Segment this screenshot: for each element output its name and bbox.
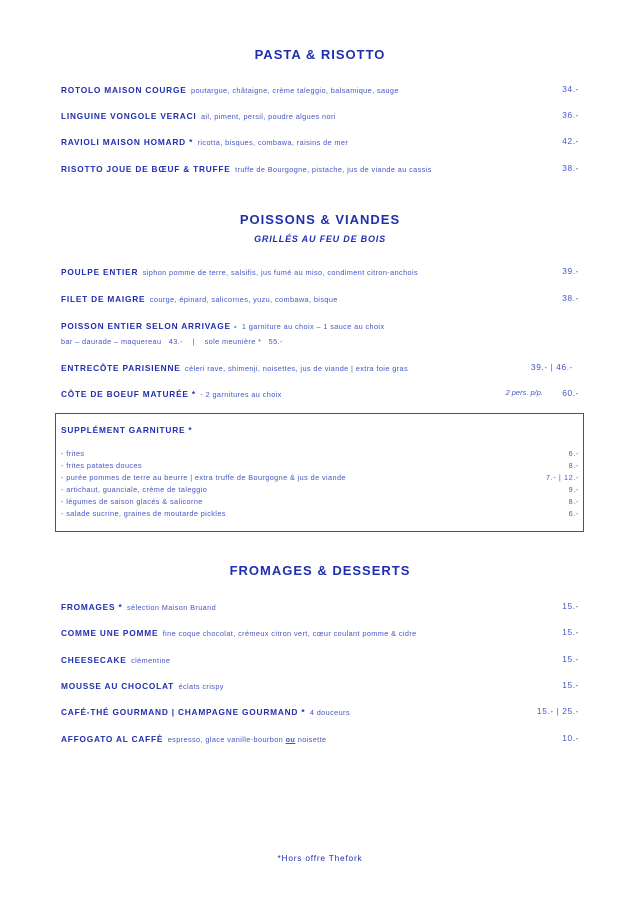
garniture-label: - purée pommes de terre au beurre | extra truffe de Bourgogne & jus de viande (61, 473, 346, 482)
item-price: 34.- (562, 84, 579, 94)
item-name: LINGUINE VONGOLE VERACI (61, 111, 197, 121)
item-desc: 4 douceurs (309, 708, 350, 717)
item-name: CHEESECAKE (61, 655, 127, 665)
menu-item (61, 625, 579, 639)
item-price: 38.- (562, 293, 579, 303)
item-price: 60.- (562, 388, 579, 398)
item-name: CÔTE DE BOEUF MATURÉE * (61, 389, 196, 399)
menu-item (61, 82, 579, 96)
item-desc: ail, piment, persil, poudre algues nori (200, 112, 336, 121)
item-desc-or: ou (285, 735, 296, 744)
item-name: AFFOGATO AL CAFFÈ (61, 734, 164, 744)
item-name: RAVIOLI MAISON HOMARD * (61, 137, 194, 147)
garniture-label: - frites patates douces (61, 461, 142, 470)
item-name: FROMAGES * (61, 602, 123, 612)
item-price: 15.- (562, 680, 579, 690)
item-desc: céleri rave, shimenji, noisettes, jus de viande | extra foie gras (185, 364, 409, 373)
item-price: 42.- (562, 136, 579, 146)
item-name: RISOTTO JOUE DE BŒUF & TRUFFE (61, 164, 231, 174)
garniture-label: - salade sucrine, graines de moutarde pickles (61, 509, 226, 518)
item-name: ENTRECÔTE PARISIENNE (61, 363, 181, 373)
item-desc: éclats crispy (178, 682, 224, 691)
garniture-item (61, 508, 579, 520)
item-name: FILET DE MAIGRE (61, 294, 146, 304)
menu-item (61, 264, 579, 278)
item-price: 15.- (562, 654, 579, 664)
garniture-title: SUPPLÉMENT GARNITURE * (61, 425, 193, 435)
garniture-label: - frites (61, 449, 85, 458)
menu-item (61, 704, 579, 718)
menu-item (61, 318, 579, 332)
item-desc: poutargue, châtaigne, crème taleggio, balsamique, sauge (191, 86, 399, 95)
item-name: COMME UNE POMME (61, 628, 159, 638)
menu-item (61, 731, 579, 745)
item-desc: siphon pomme de terre, salsifis, jus fumé au miso, condiment citron-anchois (142, 268, 419, 277)
garniture-item (61, 472, 579, 484)
item-name: POULPE ENTIER (61, 267, 139, 277)
item-desc: courge, épinard, salicornes, yuzu, combawa, bisque (149, 295, 338, 304)
menu-item (61, 678, 579, 692)
item-price: 15.- (562, 627, 579, 637)
garniture-price: 6.- (568, 449, 579, 458)
section-title-pasta: PASTA & RISOTTO (254, 47, 386, 62)
item-desc: truffe de Bourgogne, pistache, jus de viande au cassis (235, 165, 432, 174)
item-price: 38.- (562, 163, 579, 173)
menu-item (61, 291, 579, 305)
garniture-label: - artichaut, guanciale, crème de taleggio (61, 485, 208, 494)
item-name: CAFÉ-THÉ GOURMAND | CHAMPAGNE GOURMAND * (61, 707, 306, 717)
garniture-price: 7.- | 12.- (545, 473, 579, 482)
item-desc: ricotta, bisques, combawa, raisins de mer (197, 138, 349, 147)
item-name: POISSON ENTIER SELON ARRIVAGE - (61, 321, 238, 331)
garniture-label: - légumes de saison glacés & salicorne (61, 497, 203, 506)
garniture-item (61, 448, 579, 460)
item-price: 15.- | 25.- (537, 706, 579, 716)
garniture-price: 8.- (568, 461, 579, 470)
garniture-item (61, 484, 579, 496)
item-price: 36.- (562, 110, 579, 120)
item-desc: fine coque chocolat, crémeux citron vert, cœur coulant pomme & cidre (162, 629, 417, 638)
menu-item (61, 360, 579, 374)
footer-note: *Hors offre Thefork (277, 853, 363, 863)
item-name: ROTOLO MAISON COURGE (61, 85, 187, 95)
menu-item (61, 599, 579, 613)
item-desc: - 2 garnitures au choix (200, 390, 282, 399)
item-desc: clémentine (131, 656, 171, 665)
section-subtitle: GRILLÉS AU FEU DE BOIS (254, 234, 386, 244)
garniture-price: 6.- (568, 509, 579, 518)
item-note: 2 pers. p/p. (505, 388, 543, 397)
menu-item (61, 652, 579, 666)
section-title-desserts: FROMAGES & DESSERTS (229, 563, 411, 578)
item-price: 39.- (562, 266, 579, 276)
garniture-price: 8.- (568, 497, 579, 506)
menu-item (61, 108, 579, 122)
item-price: 10.- (562, 733, 579, 743)
item-price: 15.- (562, 601, 579, 611)
item-desc: sélection Maison Bruand (126, 603, 217, 612)
item-desc (168, 735, 327, 744)
menu-item (61, 161, 579, 175)
menu-item (61, 386, 579, 400)
garniture-price: 9.- (568, 485, 579, 494)
item-desc: 1 garniture au choix – 1 sauce au choix (241, 322, 385, 331)
item-desc-text: espresso, glace vanille-bourbon (167, 735, 284, 744)
garniture-item (61, 460, 579, 472)
item-desc-end: noisette (297, 735, 327, 744)
section-title-poissons: POISSONS & VIANDES (239, 212, 401, 227)
garniture-item (61, 496, 579, 508)
item-name: MOUSSE AU CHOCOLAT (61, 681, 175, 691)
menu-item (61, 134, 579, 148)
item-subline: bar – daurade – maquereau 43.- | sole meunière * 55.- (61, 337, 283, 346)
item-price: 39.- | 46.- (531, 362, 573, 372)
